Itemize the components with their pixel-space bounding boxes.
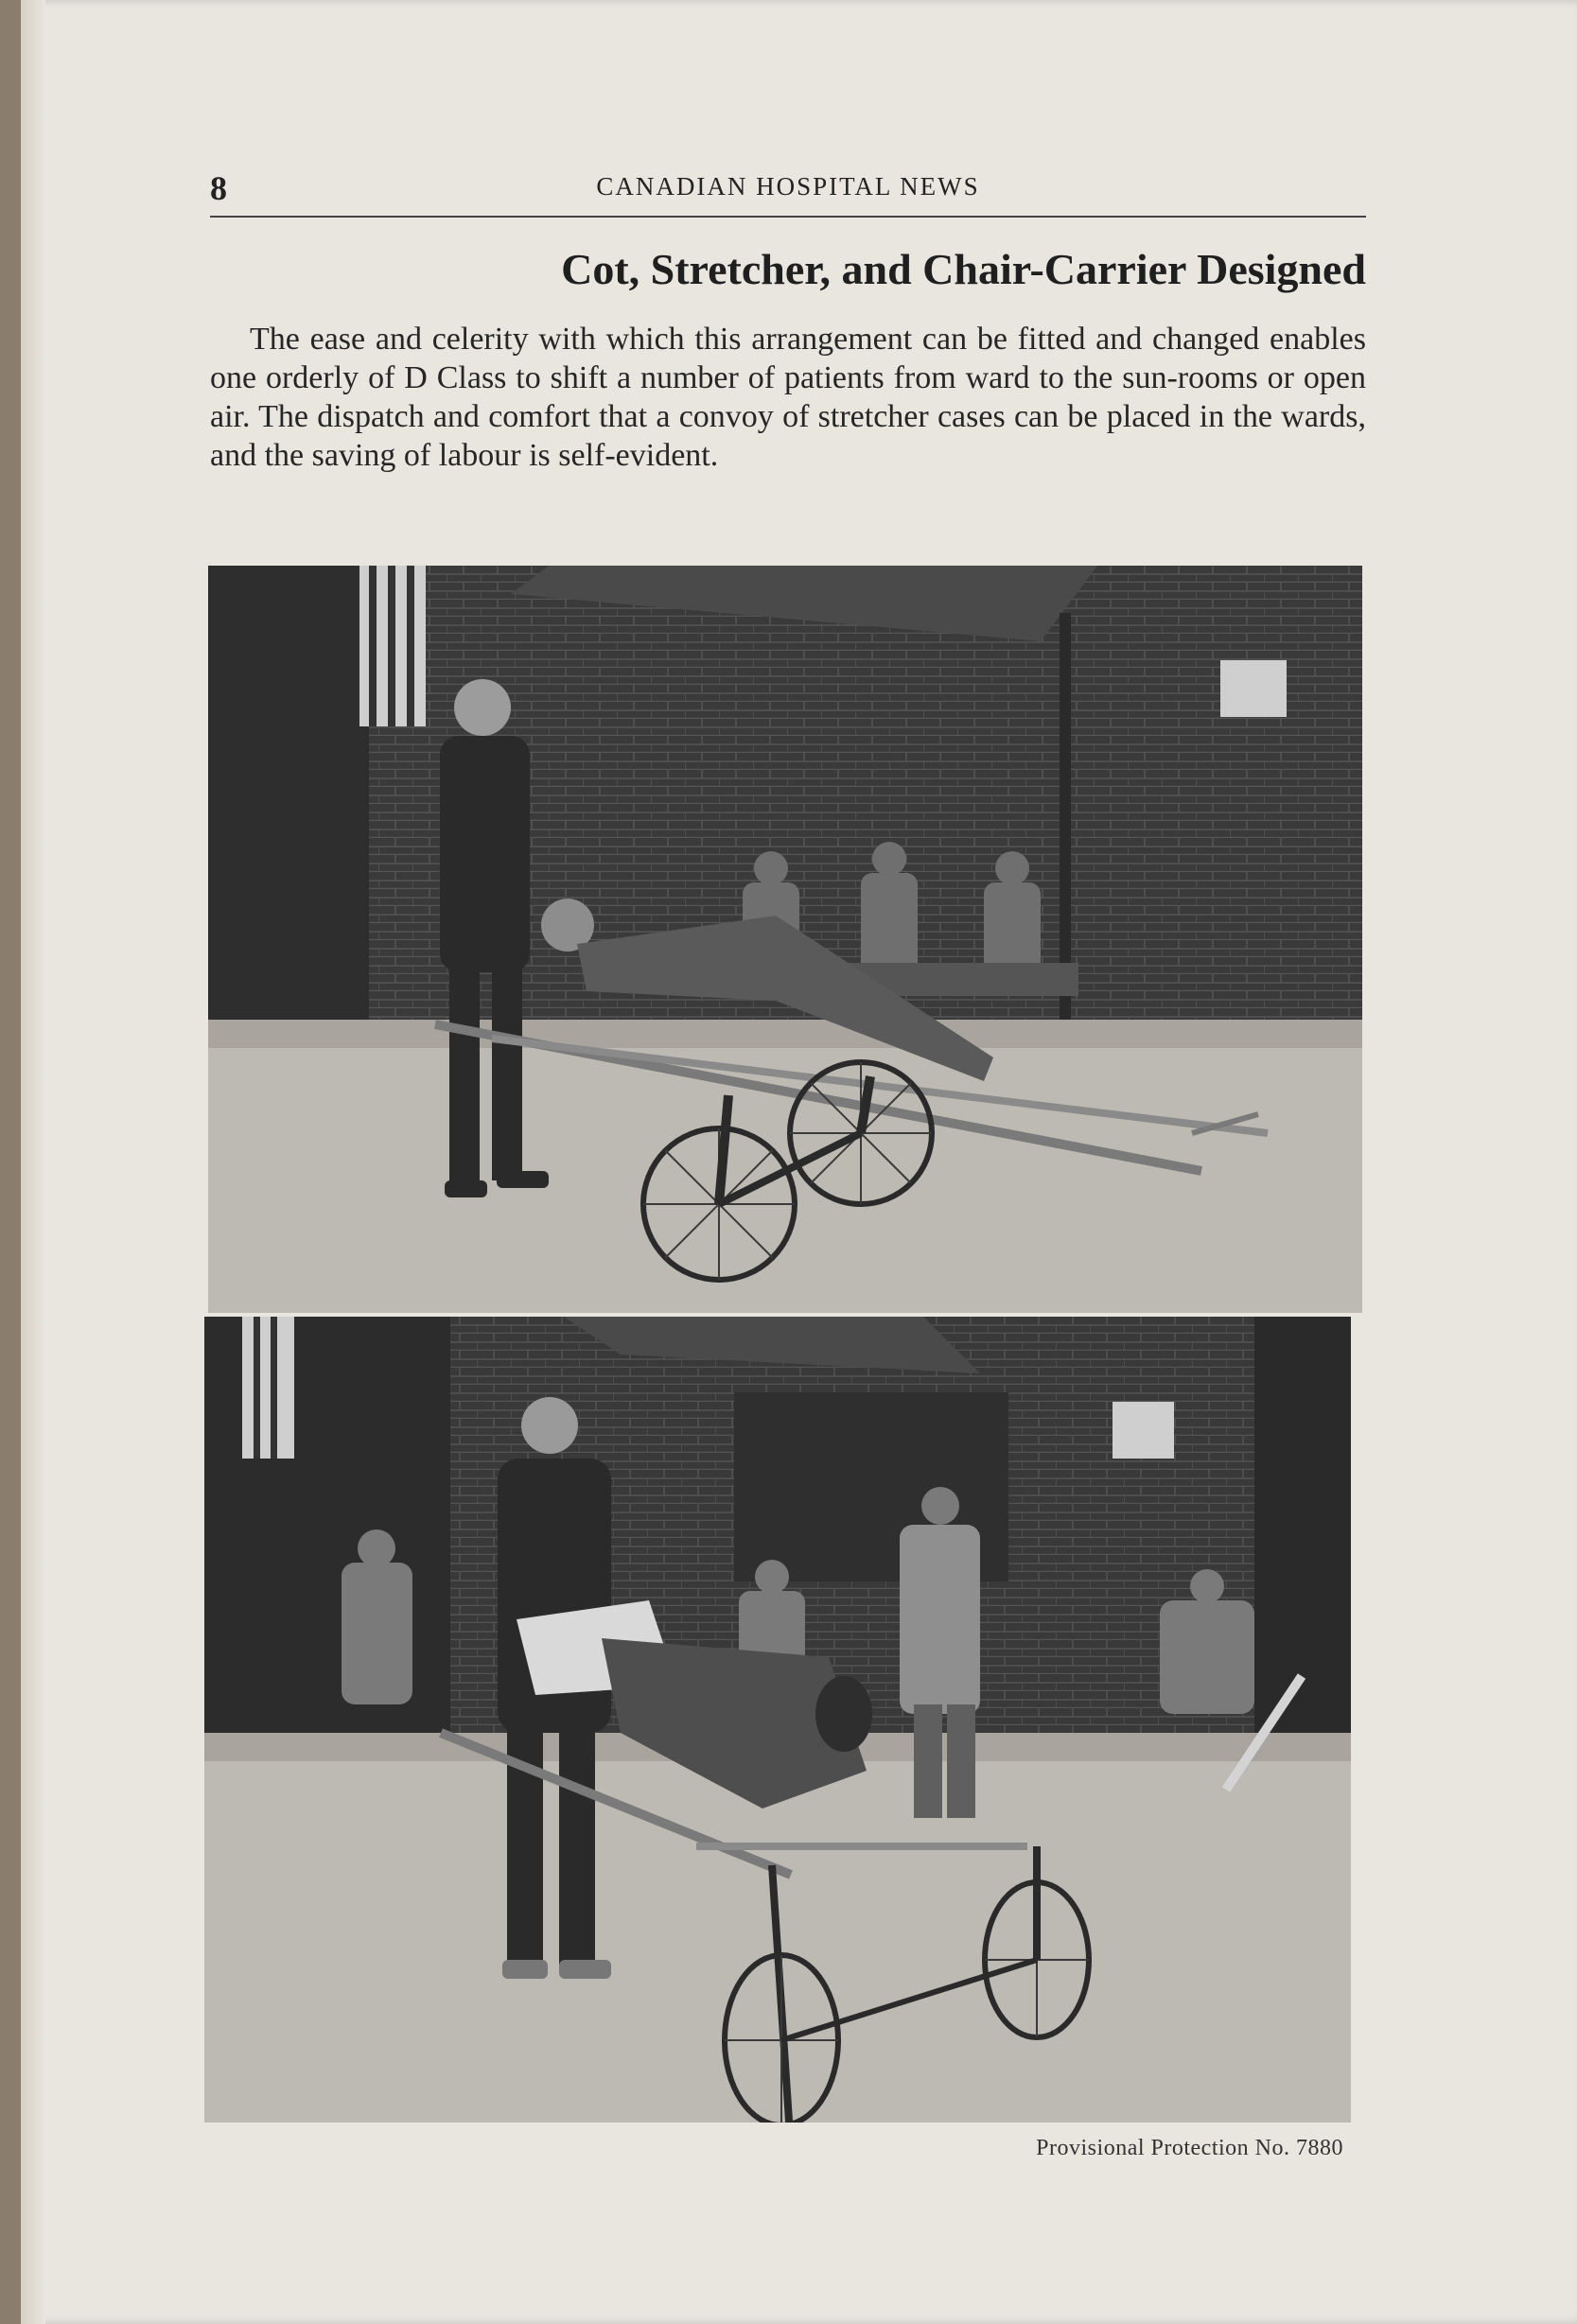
photo-chair-illustration <box>204 1317 1351 2123</box>
article-body: The ease and celerity with which this arrangement can be fitted and changed enables one orderly of D Class to shift a number of patients from ward to the sun-rooms or open air. The dispatch and comfort that a convoy of stretcher cases can be placed in the wards, and the saving of labour is self-evident. <box>210 322 1366 473</box>
page-edge-shadow <box>21 0 45 2324</box>
photo-stretcher-illustration <box>208 566 1362 1313</box>
photo-caption: Provisional Protection No. 7880 <box>1036 2136 1343 2160</box>
article-title: Cot, Stretcher, and Chair-Carrier Designed <box>561 245 1366 293</box>
page-header <box>210 161 1366 218</box>
photo-stretcher-carrier <box>208 566 1362 1313</box>
photo-chair-carrier <box>204 1317 1351 2123</box>
running-head: CANADIAN HOSPITAL NEWS <box>596 172 980 201</box>
page-number: 8 <box>210 169 227 207</box>
